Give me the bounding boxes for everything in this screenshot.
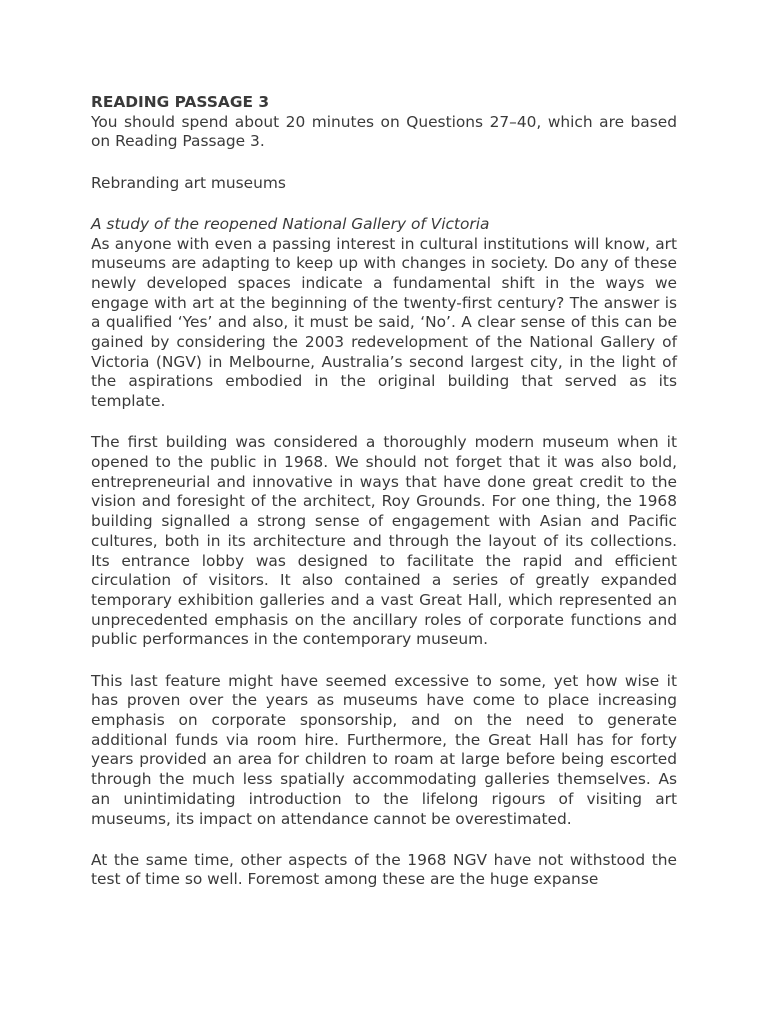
reading-passage-page: [91, 93, 677, 890]
spacer: [91, 829, 677, 851]
spacer: [91, 412, 677, 434]
paragraph-4: At the same time, other aspects of the 1968 NGV have not withstood the test of time so well. Foremost among these are the huge expanse: [91, 850, 677, 889]
passage-subtitle: A study of the reopened National Gallery of Victoria: [91, 214, 490, 233]
instruction-text: You should spend about 20 minutes on Questions 27–40, which are based on Reading Passage 3.: [91, 112, 677, 151]
spacer: [91, 152, 677, 174]
paragraph-2: The first building was considered a thoroughly modern museum when it opened to the public in 1968. We should not forget that it was also bold, entrepreneurial and innovative in ways that have done great credit to the vision and foresight of the architect, Roy Grounds. For one thing, the 1968 building signalled a strong sense of engagement with Asian and Pacific cultures, both in its architecture and through the layout of its collections. Its entrance lobby was designed to facilitate the rapid and efficient circulation of visitors. It also contained a series of greatly expanded temporary exhibition galleries and a vast Great Hall, which represented an unprecedented emphasis on the ancillary roles of corporate functions and public performances in the contemporary museum.: [91, 433, 677, 649]
spacer: [91, 193, 677, 215]
passage-heading: READING PASSAGE 3: [91, 93, 270, 111]
paragraph-1: As anyone with even a passing interest in cultural institutions will know, art museums are adapting to keep up with changes in society. Do any of these newly developed spaces indicate a fundamental shift in the ways we engage with art at the beginning of the twenty-first century? The answer is a qualified ‘Yes’ and also, it must be said, ‘No’. A clear sense of this can be gained by considering the 2003 redevelopment of the National Gallery of Victoria (NGV) in Melbourne, Australia’s second largest city, in the light of the aspirations embodied in the original building that served as its template.: [91, 234, 677, 411]
passage-title: Rebranding art museums: [91, 173, 286, 192]
paragraph-3: This last feature might have seemed excessive to some, yet how wise it has proven over the years as museums have come to place increasing emphasis on corporate sponsorship, and on the need to generate additional funds via room hire. Furthermore, the Great Hall has for forty years provided an area for children to roam at large before being escorted through the much less spatially accommodating galleries themselves. As an unintimidating introduction to the lifelong rigours of visiting art museums, its impact on attendance cannot be overestimated.: [91, 671, 677, 828]
spacer: [91, 650, 677, 672]
